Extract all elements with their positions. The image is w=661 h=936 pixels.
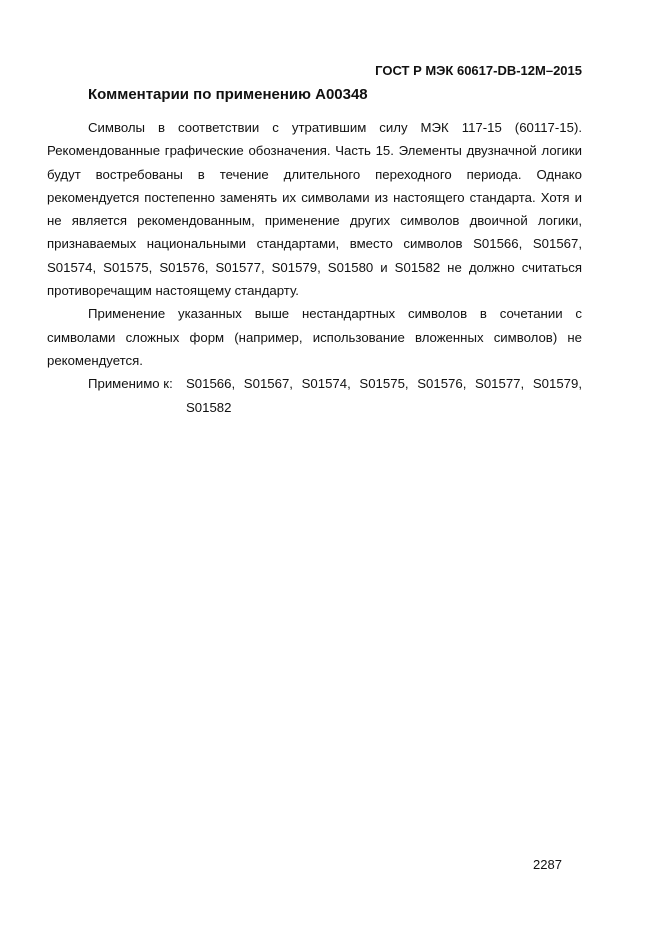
paragraph-nonstandard-symbols: Применение указанных выше нестандартных символов в сочетании с символами сложных форм (например, использование вложенных символов) не рекомендуется. (47, 306, 582, 368)
standard-designation: ГОСТ Р МЭК 60617-DB-12M–2015 (375, 63, 582, 78)
applicable-label: Применимо к: (88, 376, 173, 392)
paragraph-usage-comment: Символы в соответствии с утратившим силу МЭК 117-15 (60117-15). Рекомендованные графические обозначения. Часть 15. Элементы двузначной логики будут востребованы в течение длительного переходного периода. Однако рекомендуется постепенно заменять их символами из настоящего стандарта. Хотя и не является рекомендованным, применение других символов двоичной логики, признаваемых национальными стандартами, вместо символов S01566, S01567, S01574, S01575, S01576, S01577, S01579, S01580 и S01582 не должно считаться противоречащим настоящему стандарту. (47, 120, 582, 299)
document-body (47, 116, 582, 419)
applicable-symbol-list: S01566, S01567, S01574, S01575, S01576, S01577, S01579, S01582 (186, 376, 582, 415)
page-number: 2287 (533, 857, 562, 872)
applicable-to (47, 372, 582, 419)
section-title: Комментарии по применению A00348 (88, 86, 368, 103)
